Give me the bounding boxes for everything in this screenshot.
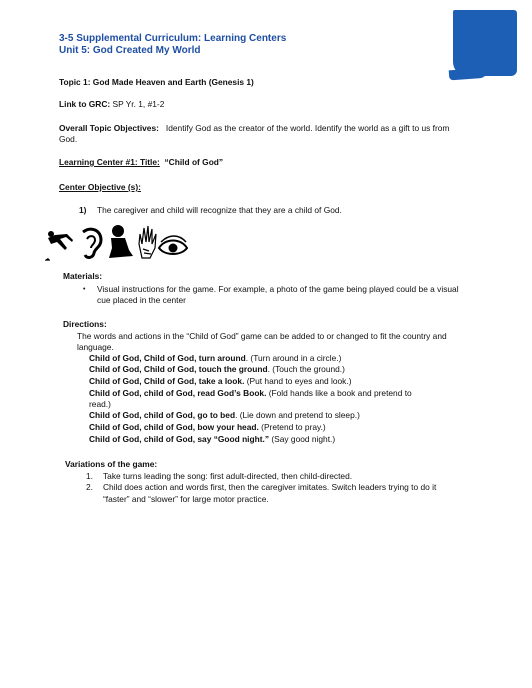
materials-line-1: Visual instructions for the game. For example, a photo of the game being played could be a visual <box>97 284 459 294</box>
verse-line <box>89 422 326 434</box>
directions-intro-2: language. <box>77 342 114 352</box>
verse-action: (Put hand to eyes and look.) <box>244 376 352 386</box>
curriculum-title: 3-5 Supplemental Curriculum: Learning Centers <box>59 33 287 44</box>
materials-label: Materials: <box>63 271 103 281</box>
learning-center-label: Learning Center #1: Title: <box>59 157 160 167</box>
verse-action: (Say good night.) <box>269 434 336 444</box>
link-value: SP Yr. 1, #1-2 <box>110 99 165 109</box>
variation-text: Child does action and words first, then the caregiver imitates. Switch leaders trying to do it <box>103 482 437 492</box>
variation-number: 2. <box>86 482 93 492</box>
verse-line <box>89 434 335 446</box>
verse-action: (Fold hands like a book and pretend to <box>266 388 412 398</box>
learning-center-name: “Child of God” <box>159 157 224 167</box>
objective-text: The caregiver and child will recognize that they are a child of God. <box>97 205 342 215</box>
child-kneeling-icon <box>109 225 133 258</box>
eye-icon <box>159 236 187 254</box>
center-objective-label: Center Objective (s): <box>59 182 141 192</box>
ear-icon <box>83 229 101 257</box>
verse-line <box>89 399 111 411</box>
verse-words: Child of God, child of God, say “Good night.” <box>89 434 270 444</box>
link-label: Link to GRC: <box>59 99 111 109</box>
objectives-line-2: God. <box>59 134 78 144</box>
variation-text: Take turns leading the song: first adult-directed, then child-directed. <box>103 471 353 481</box>
verse-words: Child of God, child of God, go to bed <box>89 410 236 420</box>
visual-icons <box>45 222 190 262</box>
verse-line <box>89 353 341 365</box>
verse-action: . (Turn around in a circle.) <box>245 353 342 363</box>
learning-center-title <box>59 157 223 169</box>
topic-title: Topic 1: God Made Heaven and Earth (Genesis 1) <box>59 77 254 87</box>
directions-intro-1: The words and actions in the “Child of God” game can be added to or changed to fit the country and <box>77 331 447 341</box>
materials-bullet: • <box>83 286 86 293</box>
verse-words: Child of God, Child of God, touch the ground <box>89 364 268 374</box>
verse-line <box>89 376 352 388</box>
verse-action: (Pretend to pray.) <box>258 422 326 432</box>
objectives-text: Identify God as the creator of the world. Identify the world as a gift to us from <box>158 123 450 133</box>
verse-line <box>89 388 412 400</box>
verse-words: Child of God, Child of God, turn around <box>89 353 246 363</box>
verse-words: Child of God, child of God, read God’s Book. <box>89 388 267 398</box>
verse-line <box>89 364 345 376</box>
hand-icon <box>139 226 156 258</box>
link-to-grc <box>59 99 164 111</box>
verse-line <box>89 410 360 422</box>
decorative-blue-block <box>453 10 517 76</box>
verse-words: Child of God, Child of God, take a look. <box>89 376 245 386</box>
small-divider <box>45 260 50 261</box>
variation-number: 1. <box>86 471 93 481</box>
objectives-label: Overall Topic Objectives: <box>59 123 159 133</box>
objectives-line-1 <box>59 123 449 135</box>
unit-title: Unit 5: God Created My World <box>59 45 201 56</box>
variation-text-continued: “faster” and “slower” for large motor practice. <box>103 494 269 504</box>
objective-number: 1) <box>79 205 87 215</box>
verse-action: read.) <box>89 399 111 409</box>
verse-action: . (Lie down and pretend to sleep.) <box>235 410 360 420</box>
materials-line-2: cue placed in the center <box>97 295 186 305</box>
person-stretching-icon <box>45 231 73 260</box>
directions-label: Directions: <box>63 319 107 329</box>
verse-words: Child of God, child of God, bow your head. <box>89 422 259 432</box>
variations-label: Variations of the game: <box>65 459 158 469</box>
verse-action: . (Touch the ground.) <box>267 364 345 374</box>
